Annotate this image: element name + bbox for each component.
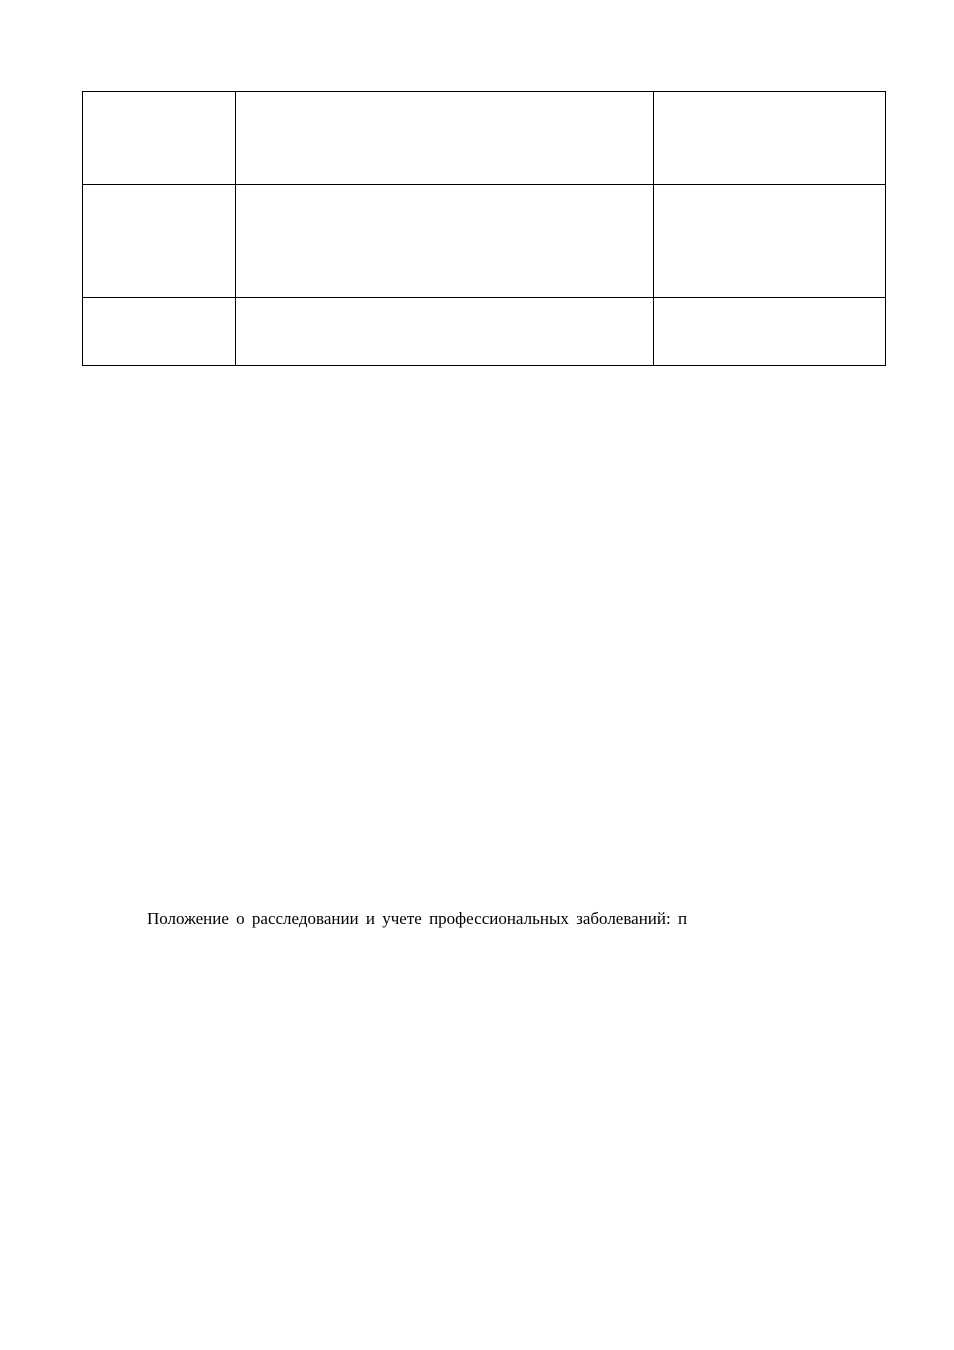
table-cell bbox=[236, 185, 654, 298]
table-row bbox=[83, 92, 886, 185]
table-row bbox=[83, 185, 886, 298]
table-cell bbox=[236, 92, 654, 185]
table-cell bbox=[83, 185, 236, 298]
table-cell bbox=[654, 298, 886, 366]
table-cell bbox=[654, 92, 886, 185]
paragraph-text: Положение о расследовании и учете профессиональных заболеваний: п bbox=[147, 909, 688, 928]
document-table bbox=[82, 91, 886, 366]
table-cell bbox=[83, 298, 236, 366]
table-row bbox=[83, 298, 886, 366]
table-cell bbox=[83, 92, 236, 185]
table-cell bbox=[654, 185, 886, 298]
table-cell bbox=[236, 298, 654, 366]
